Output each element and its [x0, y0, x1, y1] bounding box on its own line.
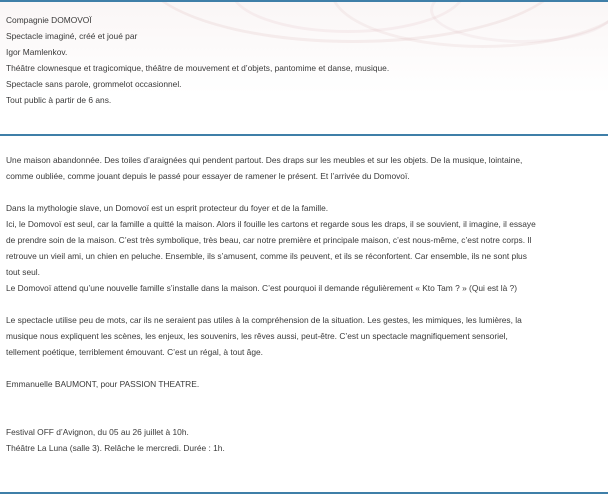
show-info: [6, 424, 602, 456]
text-line: Dans la mythologie slave, un Domovoï est un esprit protecteur du foyer et de la famille.: [6, 203, 329, 213]
text-line: de prendre soin de la maison. C’est très symbolique, très beau, car notre première et principale maison, c’est nous-même, c’est notre corps. Il: [6, 235, 532, 245]
venue-details: Théâtre La Luna (salle 3). Relâche le mercredi. Durée : 1h.: [6, 443, 225, 453]
text-line: Une maison abandonnée. Des toiles d’araignées qui pendent partout. Des draps sur les meubles et sur les objets. De la musique, lointaine,: [6, 155, 523, 165]
text-line: Le Domovoï attend qu’une nouvelle famille s’installe dans la maison. C’est pourquoi il demande régulièrement « Kto Tam ? » (Qui est là ?): [6, 283, 517, 293]
text-line: comme oubliée, comme jouant depuis le passé pour essayer de ramener le présent. Et l’arrivée du Domovoï.: [6, 171, 410, 181]
performer-name: Igor Mamlenkov.: [6, 47, 68, 57]
credits-line: Spectacle imaginé, créé et joué par: [6, 31, 138, 41]
language-line: Spectacle sans parole, grommelot occasionnel.: [6, 79, 182, 89]
text-line: Ici, le Domovoï est seul, car la famille a quitté la maison. Alors il fouille les cartons et regarde sous les draps, il se souvient, il imagine, il essaye: [6, 219, 536, 229]
credits-header: [0, 2, 608, 134]
review-paragraph: [6, 312, 602, 360]
review-author: [6, 376, 602, 392]
credits-block: [6, 12, 602, 108]
company-name: Compagnie DOMOVOÏ: [6, 15, 92, 25]
audience-line: Tout public à partir de 6 ans.: [6, 95, 112, 105]
text-line: Le spectacle utilise peu de mots, car ils ne seraient pas utiles à la compréhension de la situation. Les gestes, les mimiques, les lumières, la: [6, 315, 522, 325]
section-divider: [0, 134, 608, 136]
text-line: retrouve un vieil ami, un chien en peluche. Ensemble, ils s’amusent, comme ils peuvent, et ils se réconfortent. Car ensemble, ils ne sont plus: [6, 251, 527, 261]
bottom-divider: [0, 492, 608, 494]
text-line: tellement poétique, terriblement émouvant. C’est un régal, à tout âge.: [6, 347, 263, 357]
review-body: [6, 152, 602, 472]
text-line: musique nous expliquent les scènes, les enjeux, les souvenirs, les rêves aussi, peut-être. C’est un spectacle magnifiquement sensoriel,: [6, 331, 508, 341]
text-line: tout seul.: [6, 267, 40, 277]
review-paragraph: [6, 152, 602, 184]
genre-line: Théâtre clownesque et tragicomique, théâtre de mouvement et d’objets, pantomime et danse, musique.: [6, 63, 390, 73]
review-paragraph: [6, 200, 602, 296]
festival-dates: Festival OFF d’Avignon, du 05 au 26 juillet à 10h.: [6, 427, 189, 437]
author-signature: Emmanuelle BAUMONT, pour PASSION THEATRE.: [6, 379, 200, 389]
